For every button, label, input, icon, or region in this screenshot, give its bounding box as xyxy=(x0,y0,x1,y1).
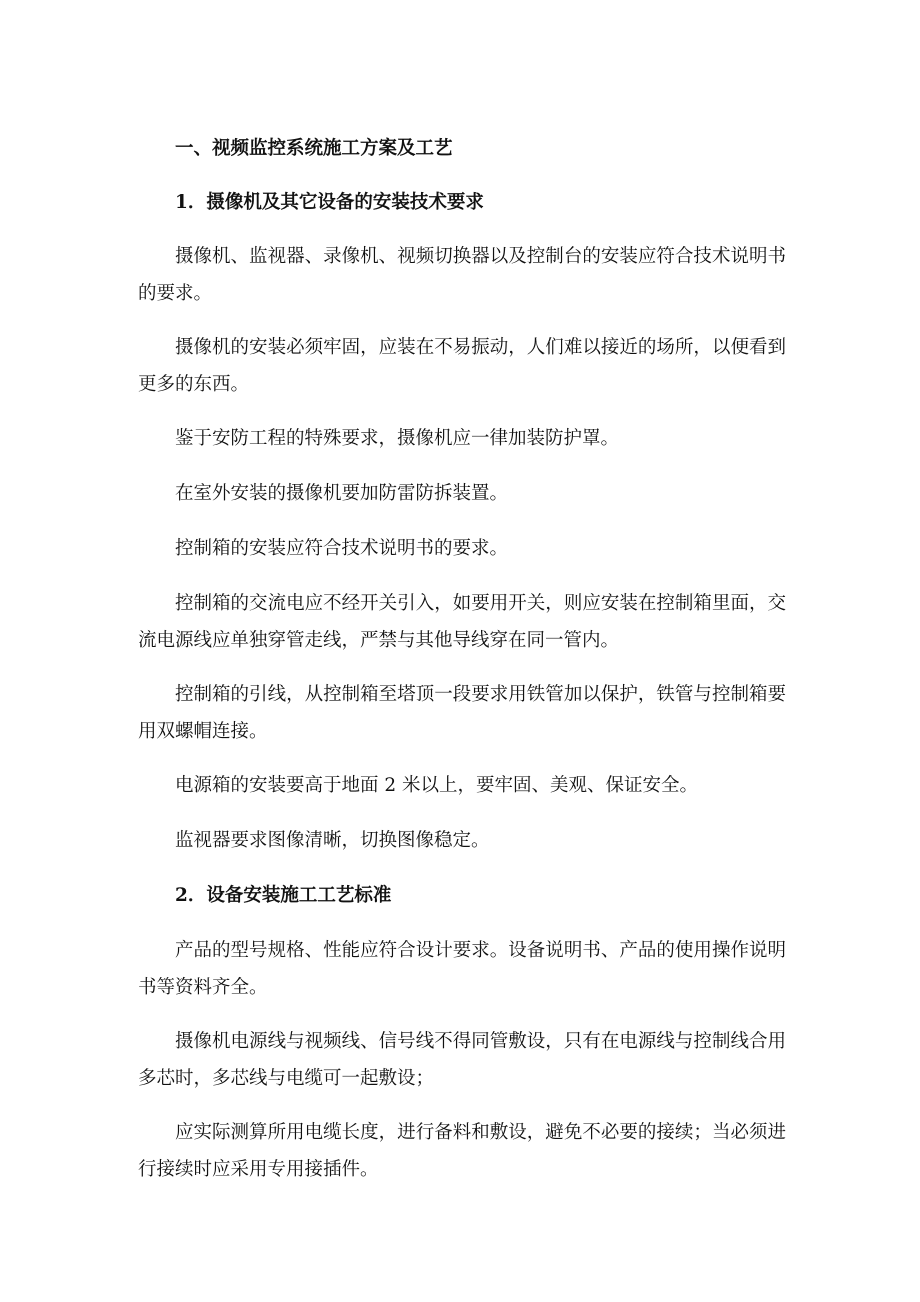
paragraph: 控制箱的交流电应不经开关引入，如要用开关，则应安装在控制箱里面，交流电源线应单独穿管走线，严禁与其他导线穿在同一管内。 xyxy=(138,593,786,651)
paragraph: 控制箱的安装应符合技术说明书的要求。 xyxy=(175,538,509,559)
paragraph: 鉴于安防工程的特殊要求，摄像机应一律加装防护罩。 xyxy=(175,428,620,449)
paragraph: 在室外安装的摄像机要加防雷防拆装置。 xyxy=(175,483,509,504)
paragraph: 应实际测算所用电缆长度，进行备料和敷设，避免不必要的接续；当必须进行接续时应采用专用接插件。 xyxy=(138,1122,786,1180)
paragraph: 摄像机电源线与视频线、信号线不得同管敷设，只有在电源线与控制线合用多芯时，多芯线与电缆可一起敷设； xyxy=(138,1031,786,1089)
subsection-title-1: 1．摄像机及其它设备的安装技术要求 xyxy=(175,192,484,213)
subsection-title-2: 2．设备安装施工工艺标准 xyxy=(175,885,392,906)
paragraph: 电源箱的安装要高于地面 2 米以上，要牢固、美观、保证安全。 xyxy=(175,775,699,796)
paragraph: 监视器要求图像清晰，切换图像稳定。 xyxy=(175,830,490,851)
paragraph: 摄像机的安装必须牢固，应装在不易振动，人们难以接近的场所，以便看到更多的东西。 xyxy=(138,337,786,395)
section-title: 一、视频监控系统施工方案及工艺 xyxy=(175,138,453,159)
paragraph: 控制箱的引线，从控制箱至塔顶一段要求用铁管加以保护，铁管与控制箱要用双螺帽连接。 xyxy=(138,684,786,742)
paragraph: 摄像机、监视器、录像机、视频切换器以及控制台的安装应符合技术说明书的要求。 xyxy=(138,246,786,304)
paragraph: 产品的型号规格、性能应符合设计要求。设备说明书、产品的使用操作说明书等资料齐全。 xyxy=(138,940,786,998)
